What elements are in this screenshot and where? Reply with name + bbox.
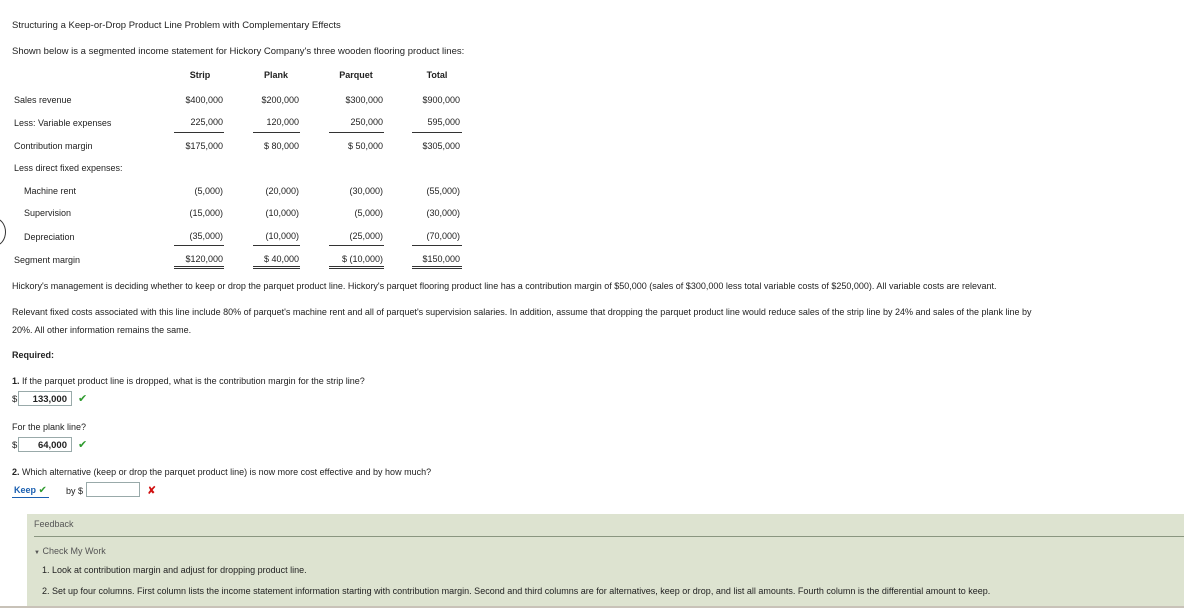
- underline: [329, 266, 384, 267]
- underline: [174, 132, 224, 133]
- row-label-contribution: Contribution margin: [14, 141, 93, 151]
- underline: [412, 245, 462, 246]
- underline: [253, 132, 300, 133]
- paragraph-fixed-costs-cont: 20%. All other information remains the same.: [12, 325, 192, 335]
- currency-symbol: $: [12, 440, 18, 451]
- cell-supervision-parquet: (5,000): [354, 208, 383, 218]
- underline: [253, 268, 300, 269]
- selected-option: Keep: [14, 485, 37, 495]
- cell-variable-plank: 120,000: [266, 117, 299, 127]
- page-bottom-border: [0, 606, 1184, 608]
- cell-segment-total: $150,000: [422, 254, 460, 264]
- keep-drop-select[interactable]: [12, 485, 49, 498]
- check-icon: ✔: [38, 485, 47, 496]
- cell-segment-parquet: $ (10,000): [341, 254, 383, 264]
- col-header-parquet: Parquet: [339, 70, 373, 80]
- plank-cm-input[interactable]: 64,000: [18, 437, 72, 452]
- cell-machine-strip: (5,000): [194, 186, 223, 196]
- underline: [174, 245, 224, 246]
- paragraph-decision: Hickory's management is deciding whether to keep or drop the parquet product line. Hickory's parquet flooring product line has a contribution margin of $50,000 (sales of $300,000 less total variable costs of $250,000). All variable costs are relevant.: [12, 281, 997, 291]
- triangle-down-icon: ▼: [34, 550, 40, 556]
- paragraph-fixed-costs: Relevant fixed costs associated with this line include 80% of parquet's machine rent and all of parquet's supervision salaries. In addition, assume that dropping the parquet product line would reduce sales of the strip line by 24% and sales of the plank line by: [12, 307, 1032, 317]
- cell-contribution-plank: $ 80,000: [263, 141, 299, 151]
- question-text: Which alternative (keep or drop the parquet product line) is now more cost effective and by how much?: [22, 467, 432, 477]
- row-label-variable: Less: Variable expenses: [14, 118, 112, 128]
- cell-depreciation-parquet: (25,000): [349, 231, 383, 241]
- cell-sales-strip: $400,000: [185, 95, 223, 105]
- cell-sales-total: $900,000: [422, 95, 460, 105]
- cell-segment-strip: $120,000: [185, 254, 223, 264]
- underline: [329, 268, 384, 269]
- check-my-work-label: Check My Work: [42, 546, 106, 556]
- currency-symbol: $: [12, 394, 18, 405]
- question-text: If the parquet product line is dropped, what is the contribution margin for the strip line?: [22, 376, 365, 386]
- cell-segment-plank: $ 40,000: [263, 254, 299, 264]
- cell-contribution-strip: $175,000: [185, 141, 223, 151]
- cell-variable-parquet: 250,000: [350, 117, 383, 127]
- col-header-total: Total: [426, 70, 448, 80]
- by-label: by $: [66, 486, 84, 496]
- underline: [329, 245, 384, 246]
- cell-supervision-plank: (10,000): [265, 208, 299, 218]
- underline: [412, 132, 462, 133]
- strip-cm-input[interactable]: 133,000: [18, 391, 72, 406]
- row-label-supervision: Supervision: [24, 208, 72, 218]
- cell-variable-strip: 225,000: [190, 117, 223, 127]
- row-label-fixed-expenses: Less direct fixed expenses:: [14, 163, 123, 173]
- underline: [253, 245, 300, 246]
- cell-depreciation-strip: (35,000): [189, 231, 223, 241]
- cell-supervision-strip: (15,000): [189, 208, 223, 218]
- intro-text: Shown below is a segmented income statement for Hickory Company's three wooden flooring product lines:: [12, 46, 465, 57]
- check-icon: ✔: [78, 393, 88, 405]
- cell-sales-plank: $200,000: [261, 95, 299, 105]
- question-number: 1.: [12, 376, 20, 386]
- col-header-strip: Strip: [189, 70, 211, 80]
- question-1b: For the plank line?: [12, 422, 87, 432]
- cell-contribution-total: $305,000: [422, 141, 460, 151]
- cell-contribution-parquet: $ 50,000: [347, 141, 383, 151]
- underline: [412, 268, 462, 269]
- row-label-sales: Sales revenue: [14, 95, 72, 105]
- question-number: 2.: [12, 467, 20, 477]
- cell-depreciation-total: (70,000): [426, 231, 460, 241]
- underline: [412, 266, 462, 267]
- feedback-label: Feedback: [34, 519, 74, 529]
- page-title: Structuring a Keep-or-Drop Product Line Problem with Complementary Effects: [12, 20, 341, 31]
- underline: [253, 266, 300, 267]
- check-my-work-toggle[interactable]: [34, 546, 106, 556]
- row-label-segment: Segment margin: [14, 255, 81, 265]
- row-label-machine-rent: Machine rent: [24, 186, 77, 196]
- feedback-item: 2. Set up four columns. First column lists the income statement information starting with contribution margin. Second and third columns are for alternatives, keep or drop, and list all amounts. Fourth column is the differential amount to keep.: [42, 586, 991, 596]
- required-heading: Required:: [12, 350, 55, 360]
- check-icon: ✔: [78, 439, 88, 451]
- cell-machine-parquet: (30,000): [349, 186, 383, 196]
- underline: [174, 266, 224, 267]
- cell-machine-total: (55,000): [426, 186, 460, 196]
- edge-decoration: [0, 218, 6, 246]
- x-icon: ✘: [147, 485, 157, 497]
- feedback-divider: [34, 536, 1184, 537]
- underline: [329, 132, 384, 133]
- question-2: [12, 467, 431, 477]
- cell-depreciation-plank: (10,000): [265, 231, 299, 241]
- cell-variable-total: 595,000: [427, 117, 460, 127]
- cell-machine-plank: (20,000): [265, 186, 299, 196]
- underline: [174, 268, 224, 269]
- cell-sales-parquet: $300,000: [345, 95, 383, 105]
- feedback-item: 1. Look at contribution margin and adjust for dropping product line.: [42, 565, 307, 575]
- cell-supervision-total: (30,000): [426, 208, 460, 218]
- question-1: [12, 376, 365, 386]
- row-label-depreciation: Depreciation: [24, 232, 75, 242]
- col-header-plank: Plank: [263, 70, 288, 80]
- difference-input[interactable]: [86, 482, 140, 497]
